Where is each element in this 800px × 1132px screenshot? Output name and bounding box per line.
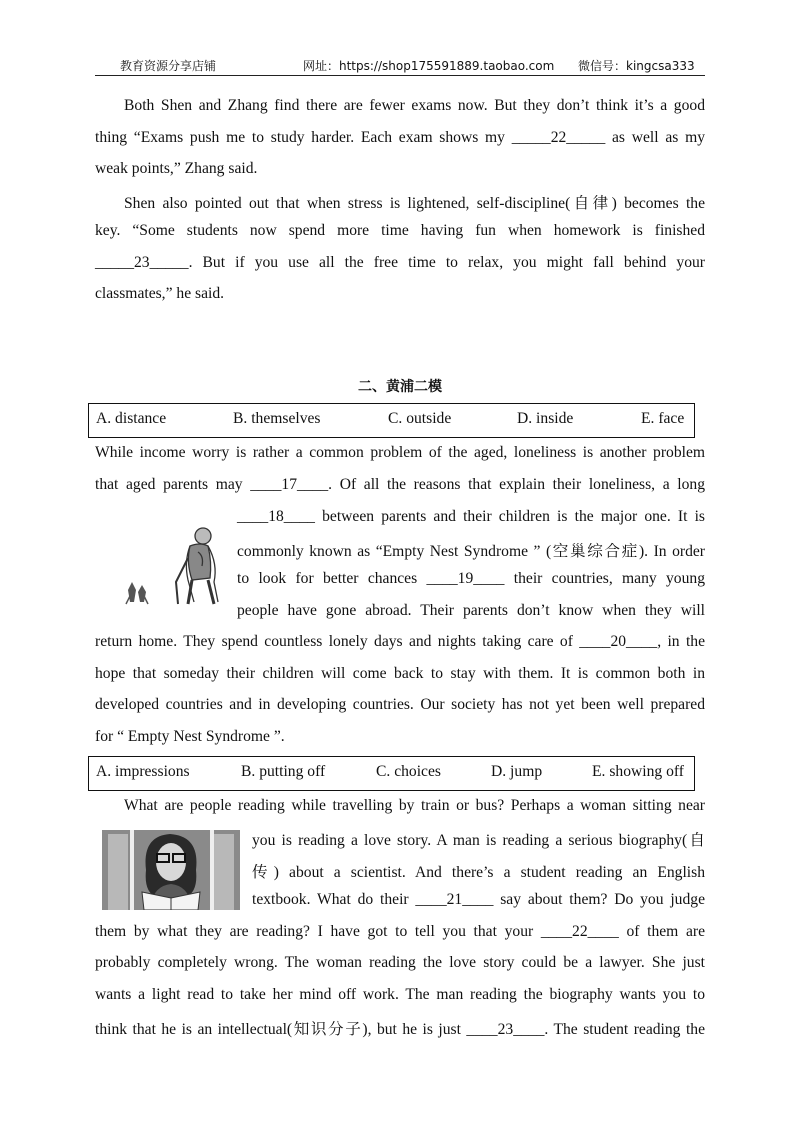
word-bank-2-option-b: B. putting off [241,763,326,780]
passage2-line1: What are people reading while travelling by train or bus? Perhaps a woman sitting near [124,797,705,814]
passage1-line10: for “ Empty Nest Syndrome ”. [95,728,285,745]
word-bank-1-option-b: B. themselves [233,410,321,427]
word-bank-1-option-d: D. inside [517,410,574,427]
word-bank-1-option-a: A. distance [96,410,167,427]
para1-line3: weak points,” Zhang said. [95,160,258,177]
passage1-line2: that aged parents may ____17____. Of all the reasons that explain their loneliness, a long [95,476,705,493]
passage1-line1: While income worry is rather a common problem of the aged, loneliness is another problem [95,444,705,461]
passage1-line6: people have gone abroad. Their parents don’t know when they will [237,602,705,619]
word-bank-2-option-a: A. impressions [96,763,190,780]
passage2-line4: textbook. What do their ____21____ say about them? Do you judge [252,891,705,908]
para2-line3: _____23_____. But if you use all the free time to relax, you might fall behind your [95,254,705,271]
word-bank-1-option-e: E. face [641,410,685,427]
word-bank-2 [88,756,695,791]
woman-reading-illustration [102,830,240,910]
para2-line2: key. “Some students now spend more time having fun when homework is finished [95,222,705,239]
word-bank-2-option-e: E. showing off [592,763,684,780]
section-title: 二、黄浦二模 [358,379,442,395]
para1-line2: thing “Exams push me to study harder. Each exam shows my _____22_____ as well as my [95,129,705,146]
header-url: 网址：https://shop175591889.taobao.com [303,59,555,73]
para2-line4: classmates,” he said. [95,285,225,302]
page-header [95,55,705,76]
para1-line1: Both Shen and Zhang find there are fewer exams now. But they don’t think it’s a good [124,97,705,114]
passage1-line3: ____18____ between parents and their children is the major one. It is [237,508,705,525]
passage2-line7: wants a light read to take her mind off work. The man reading the biography wants you to [95,986,705,1003]
passage1-line8: hope that someday their children will come back to stay with them. It is common both in [95,665,705,682]
para2-line1: Shen also pointed out that when stress is lightened, self-discipline(自律) becomes the [124,195,705,212]
passage2-line5: them by what they are reading? I have got to tell you that your ____22____ of them are [95,923,705,940]
passage2-line8: think that he is an intellectual(知识分子), but he is just ____23____. The student reading the [95,1021,705,1038]
word-bank-1-option-c: C. outside [388,410,452,427]
passage2-line2: you is reading a love story. A man is reading a serious biography(自 [252,832,705,849]
passage1-line9: developed countries and in developing countries. Our society has not yet been well prepared [95,696,705,713]
passage1-line5: to look for better chances ____19____ their countries, many young [237,570,705,587]
header-wechat: 微信号：kingcsa333 [578,59,695,73]
word-bank-2-option-d: D. jump [491,763,543,780]
passage2-line3: 传) about a scientist. And there’s a student reading an English [252,864,705,881]
word-bank-2-option-c: C. choices [376,763,441,780]
header-shop-name: 教育资源分享店铺 [120,59,217,73]
elderly-man-illustration [118,522,230,608]
passage1-line4: commonly known as “Empty Nest Syndrome ” (空巢综合症). In order [237,543,705,560]
word-bank-1 [88,403,695,438]
passage1-line7: return home. They spend countless lonely days and nights taking care of ____20____, in the [95,633,705,650]
passage2-line6: probably completely wrong. The woman reading the love story could be a lawyer. She just [95,954,705,971]
